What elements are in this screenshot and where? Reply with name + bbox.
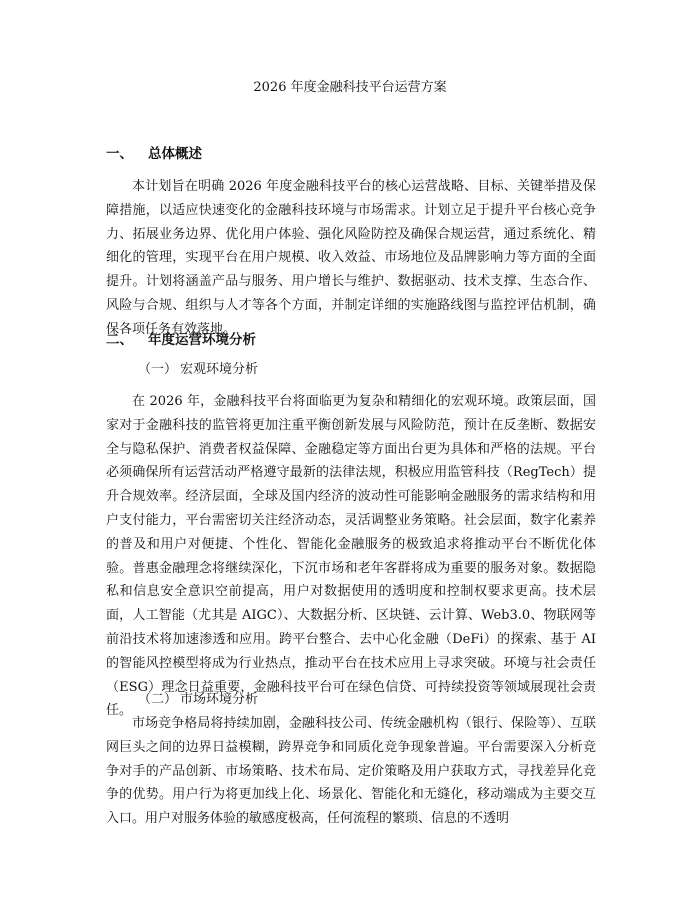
section-1-paragraph: 本计划旨在明确 2026 年度金融科技平台的核心运营战略、目标、关键举措及保障措施，以适应快速变化的金融科技环境与市场需求。计划立足于提升平台核心竞争力、拓展业务边界、优化用户体验、强化风险防控及确保合规运营，通过系统化、精细化的管理，实现平台在用户规模、收入效益、市场地位及品牌影响力等方面的全面提升。计划将涵盖产品与服务、用户增长与维护、数据驱动、技术支撑、生态合作、风险与合规、组织与人才等各个方面，并制定详细的实施路线图与监控评估机制，确保各项任务有效落地。: [106, 179, 596, 337]
subsection-1-heading: [138, 360, 258, 380]
subsection-2-number: （二）: [138, 692, 178, 707]
section-1-number: 一、: [106, 146, 133, 162]
subsection-2-heading: [138, 690, 258, 710]
subsection-1-title: 宏观环境分析: [180, 362, 259, 377]
subsection-2-title: 市场环境分析: [180, 692, 259, 707]
subsection-1-paragraph: 在 2026 年，金融科技平台将面临更为复杂和精细化的宏观环境。政策层面，国家对于金融科技的监管将更加注重平衡创新发展与风险防范，预计在反垄断、数据安全与隐私保护、消费者权益保障、金融稳定等方面出台更为具体和严格的法规。平台必须确保所有运营活动严格遵守最新的法律法规，积极应用监管科技（RegTech）提升合规效率。经济层面，全球及国内经济的波动性可能影响金融服务的需求结构和用户支付能力，平台需密切关注经济动态，灵活调整业务策略。社会层面，数字化素养的普及和用户对便捷、个性化、智能化金融服务的极致追求将推动平台不断优化体验。普惠金融理念将继续深化，下沉市场和老年客群将成为重要的服务对象。数据隐私和信息安全意识空前提高，用户对数据使用的透明度和控制权要求更高。技术层面，人工智能（尤其是 AIGC）、大数据分析、区块链、云计算、Web3.0、物联网等前沿技术将加速渗透和应用。跨平台整合、去中心化金融（DeFi）的探索、基于 AI 的智能风控模型将成为行业热点，推动平台在技术应用上寻求突破。环境与社会责任（ESG）理念日益重要，金融科技平台可在绿色信贷、可持续投资等领域展现社会责任。: [106, 394, 596, 719]
section-2-number: 二、: [106, 332, 133, 348]
document-title: 2026 年度金融科技平台运营方案: [253, 80, 447, 95]
section-2-heading: [106, 330, 256, 350]
section-2-title: 年度运营环境分析: [148, 332, 256, 348]
subsection-1-number: （一）: [138, 362, 178, 377]
subsection-2-paragraph: 市场竞争格局将持续加剧，金融科技公司、传统金融机构（银行、保险等）、互联网巨头之间的边界日益模糊，跨界竞争和同质化竞争现象普遍。平台需要深入分析竞争对手的产品创新、市场策略、技术布局、定价策略及用户获取方式，寻找差异化竞争的优势。用户行为将更加线上化、场景化、智能化和无缝化，移动端成为主要交互入口。用户对服务体验的敏感度极高，任何流程的繁琐、信息的不透明: [106, 716, 596, 827]
section-1-title: 总体概述: [148, 146, 202, 162]
section-1-heading: [106, 144, 202, 164]
